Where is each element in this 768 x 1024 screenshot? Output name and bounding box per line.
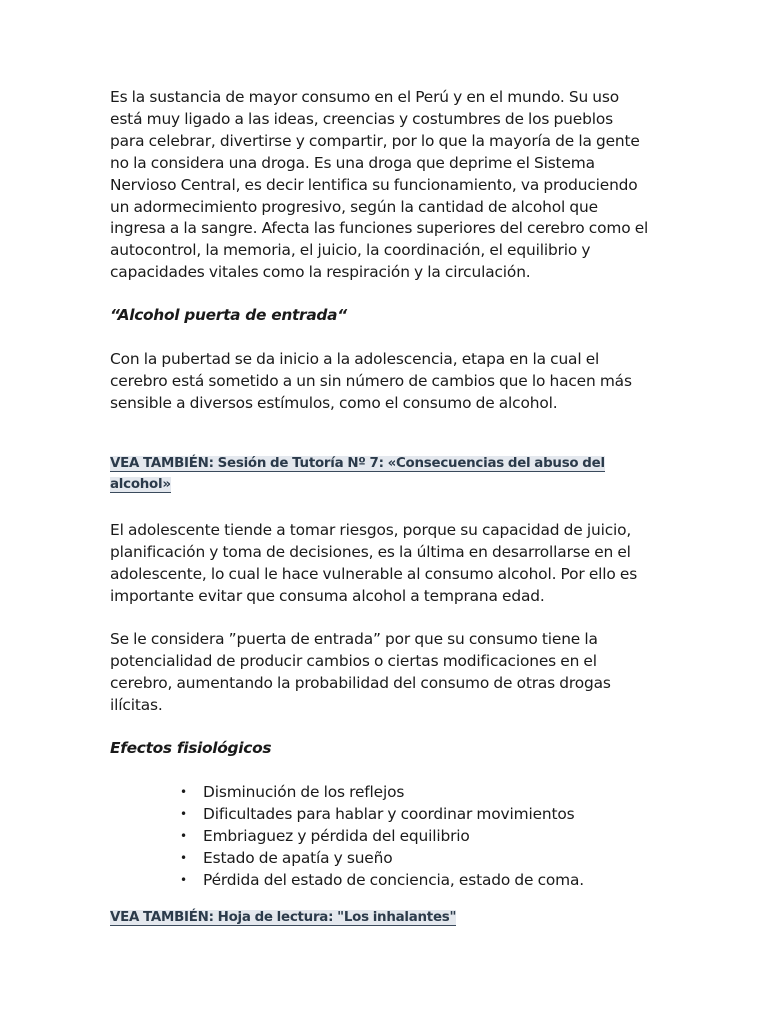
- list-item: • Disminución de los reflejos: [180, 782, 584, 804]
- bullet-icon: •: [180, 828, 187, 843]
- bullet-icon: •: [180, 872, 187, 887]
- intro-paragraph: Es la sustancia de mayor consumo en el Perú y en el mundo. Su uso está muy ligado a las ideas, creencias y costumbres de los pueblos para celebrar, divertirse y compartir, por lo que la mayoría de la gente no la considera una droga. Es una droga que deprime el Sistema Nervioso Central, es decir lentifica su funcionamiento, va produciendo un adormecimiento progresivo, según la cantidad de alcohol que ingresa a la sangre. Afecta las funciones superiores del cerebro como el autocontrol, la memoria, el juicio, la coordinación, el equilibrio y capacidades vitales como la respiración y la circulación.: [110, 88, 649, 282]
- bullet-icon: •: [180, 850, 187, 865]
- bullet-icon: •: [180, 785, 187, 799]
- see-also-link-text[interactable]: Sesión de Tutoría Nº 7: «Consecuencias del abuso del: [213, 456, 605, 471]
- see-also-link-inhalants[interactable]: [110, 907, 456, 928]
- list-item: • Pérdida del estado de conciencia, estado de coma.: [180, 870, 584, 892]
- list-item: • Embriaguez y pérdida del equilibrio: [180, 826, 584, 848]
- see-also-prefix: VEA TAMBIÉN:: [110, 910, 214, 925]
- see-also-prefix: VEA TAMBIÉN:: [110, 456, 214, 471]
- gateway-paragraph: Se le considera ”puerta de entrada” por que su consumo tiene la potencialidad de producir cambios o ciertas modificaciones en el cerebro, aumentando la probabilidad del consumo de otras drogas ilícitas.: [110, 630, 611, 714]
- adolescent-paragraph: El adolescente tiende a tomar riesgos, porque su capacidad de juicio, planificación y toma de decisiones, es la última en desarrollarse en el adolescente, lo cual le hace vulnerable al consumo alcohol. Por ello es importante evitar que consuma alcohol a temprana edad.: [110, 521, 638, 605]
- see-also-link-alcohol-abuse[interactable]: [110, 453, 605, 495]
- list-item: • Dificultades para hablar y coordinar movimientos: [180, 804, 584, 826]
- see-also-link-text[interactable]: Hoja de lectura: "Los inhalantes": [213, 910, 457, 925]
- bullet-icon: •: [180, 806, 187, 821]
- heading-alcohol-gateway: “Alcohol puerta de entrada“: [110, 306, 347, 324]
- see-also-link-text-continued[interactable]: alcohol»: [110, 477, 171, 492]
- list-item: • Estado de apatía y sueño: [180, 848, 584, 870]
- effects-list: [180, 782, 584, 892]
- heading-physiological-effects: Efectos fisiológicos: [110, 739, 272, 757]
- puberty-paragraph: Con la pubertad se da inicio a la adolescencia, etapa en la cual el cerebro está sometido a un sin número de cambios que lo hacen más sensible a diversos estímulos, como el consumo de alcohol.: [110, 350, 632, 412]
